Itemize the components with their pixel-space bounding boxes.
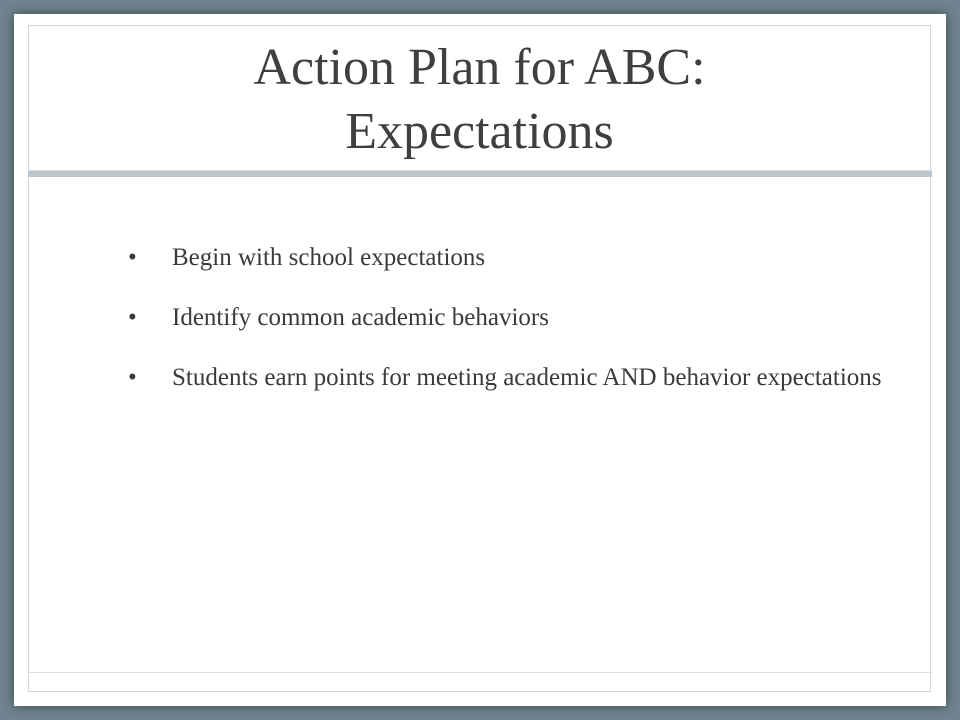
footer-divider — [28, 672, 932, 673]
bullet-icon: • — [128, 244, 137, 271]
bullet-item — [104, 362, 884, 393]
bullet-item — [104, 242, 884, 273]
slide — [14, 14, 946, 706]
bullet-text: Begin with school expectations — [172, 244, 486, 271]
bullet-list — [104, 242, 884, 422]
bullet-text: Identify common academic behaviors — [172, 304, 549, 331]
bullet-item — [104, 302, 884, 333]
bullet-icon: • — [128, 364, 137, 391]
bullet-text: Students earn points for meeting academic AND behavior expectations — [172, 364, 882, 391]
bullet-icon: • — [128, 304, 137, 331]
title-divider — [28, 170, 932, 177]
title-line-1: Action Plan for ABC: — [253, 39, 706, 96]
title-line-2: Expectations — [345, 103, 614, 160]
slide-title — [28, 25, 931, 175]
